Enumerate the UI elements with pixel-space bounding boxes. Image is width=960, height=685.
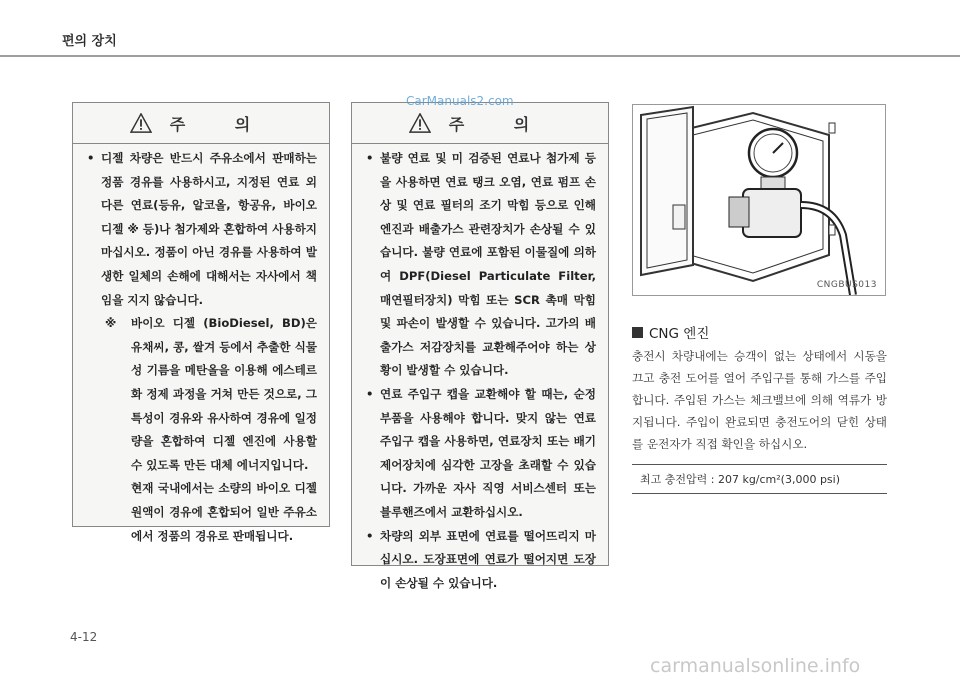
caution-bullet: • 디젤 차량은 반드시 주유소에서 판매하는 정품 경유를 사용하시고, 지정된 연료 외 다른 연료(등유, 알코올, 항공유, 바이오 디젤 ※ 등)나 첨가제와 혼합하여 사용하지 마십시오. 정품이 아닌 경유를 사용하여 발생한 일체의 손해에 대해서는 자사에서 책임을 지지 않습니다.	[87, 147, 317, 312]
figure-code: CNGBUS013	[816, 280, 877, 290]
chapter-title: 편의 장치	[62, 34, 117, 49]
caution-title: 주 의	[448, 114, 552, 134]
reference-mark: ※	[105, 316, 117, 331]
max-pressure-spec: 최고 충전압력 : 207 kg/cm²(3,000 psi)	[640, 473, 841, 486]
warning-triangle-icon	[130, 113, 152, 133]
caution-bullet: • 불량 연료 및 미 검증된 연료나 첨가제 등을 사용하면 연료 탱크 오염, 연료 펌프 손상 및 연료 필터의 조기 막힘 등으로 인해 엔진과 배출가스 관련장치가 손상될 수 있습니다. 불량 연료에 포함된 이물질에 의하여 DPF(Diesel Particulate Filter, 매연필터장치) 막힘 또는 SCR 촉매 막힘 및 파손이 발생할 수 있습니다. 고가의 배출가스 저감장치를 교환해주어야 하는 상황이 발생할 수 있습니다.	[366, 147, 596, 383]
caution-bullet: • 연료 주입구 캡을 교환해야 할 때는, 순정부품을 사용해야 합니다. 맞지 않는 연료 주입구 캡을 사용하면, 연료장치 또는 배기 제어장치에 심각한 고장을 초래할 수 있습니다. 가까운 자사 직영 서비스센터 또는 블루핸즈에서 교환하십시오.	[366, 383, 596, 525]
section-heading	[632, 322, 709, 342]
spec-divider-bottom	[632, 493, 887, 494]
section-title-text: CNG 엔진	[649, 326, 710, 342]
header-divider	[0, 55, 960, 57]
caution-box-left	[72, 102, 330, 543]
spec-divider-top	[632, 464, 887, 465]
cng-filler-drawing	[633, 105, 885, 295]
caution-title: 주 의	[169, 114, 273, 134]
caution-body	[366, 147, 596, 595]
caution-header	[352, 103, 608, 144]
section-body: 충전시 차량내에는 승객이 없는 상태에서 시동을 끄고 충전 도어를 열어 주입구를 통해 가스를 주입합니다. 주입된 가스는 체크밸브에 의해 역류가 방지됩니다. 주입이 완료되면 충전도어의 닫힌 상태를 운전자가 직접 확인을 하십시오.	[632, 349, 887, 451]
caution-header	[73, 103, 329, 144]
watermark-bottom: carmanualsonline.info	[650, 655, 861, 677]
cng-filler-illustration	[632, 104, 886, 296]
footnote	[101, 312, 317, 477]
caution-bullet: • 차량의 외부 표면에 연료를 떨어뜨리지 마십시오. 도장표면에 연료가 떨어지면 도장이 손상될 수 있습니다.	[366, 525, 596, 596]
warning-triangle-icon	[409, 113, 431, 133]
page-number: 4-12	[70, 630, 98, 644]
square-bullet-icon	[632, 327, 643, 338]
page-header	[0, 0, 960, 55]
footnote-extra-text: 현재 국내에서는 소량의 바이오 디젤 원액이 경유에 혼합되어 일반 주유소에서 정품의 경유로 판매됩니다.	[131, 481, 317, 543]
caution-box-right	[351, 102, 609, 590]
watermark-top: CarManuals2.com	[406, 94, 514, 108]
caution-body	[87, 147, 317, 548]
footnote-text: 바이오 디젤 (BioDiesel, BD)은 유채씨, 콩, 쌀겨 등에서 추출한 식물성 기름을 메탄올을 이용해 에스테르화 정제 과정을 거쳐 만든 것으로, 그 특성이 경유와 유사하여 경유에 일정량을 혼합하여 디젤 엔진에 사용할 수 있도록 만든 대체 에너지입니다.	[131, 316, 317, 472]
